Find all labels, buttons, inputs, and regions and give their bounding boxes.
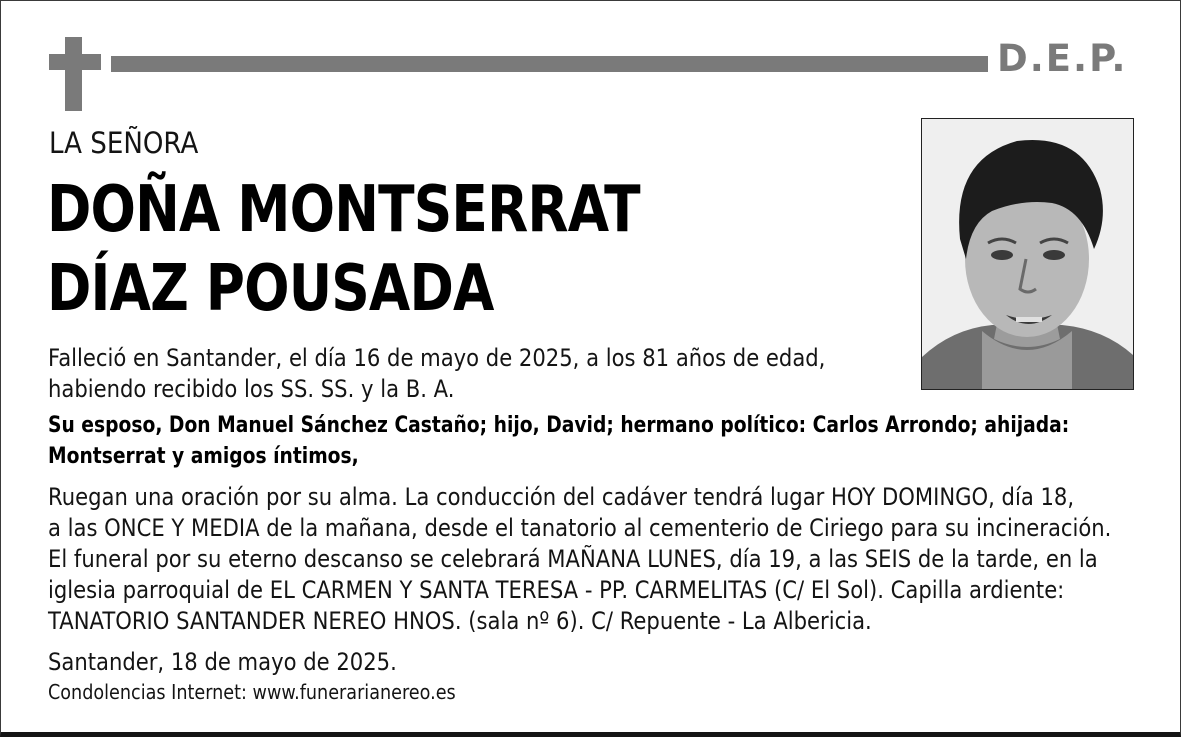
ceremony-line: Ruegan una oración por su alma. La conducción del cadáver tendrá lugar HOY DOMINGO, día 18, — [48, 483, 1075, 511]
family-notice-line: Su esposo, Don Manuel Sánchez Castaño; hijo, David; hermano político: Carlos Arrondo; ahijada: — [48, 413, 1070, 438]
family-notice — [48, 410, 1069, 472]
ceremony-line: El funeral por su eterno descanso se celebrará MAÑANA LUNES, día 19, a las SEIS de la tarde, en la — [48, 545, 1098, 573]
portrait-illustration — [922, 119, 1133, 389]
deceased-name-line1: DOÑA MONTSERRAT — [47, 173, 640, 247]
death-notice — [48, 343, 825, 405]
deceased-name-line2: DÍAZ POUSADA — [47, 252, 494, 326]
death-notice-line: habiendo recibido los SS. SS. y la B. A. — [48, 375, 455, 403]
family-notice-line: Montserrat y amigos íntimos, — [48, 444, 359, 469]
deceased-prefix: LA SEÑORA — [49, 126, 199, 160]
death-notice-line: Falleció en Santander, el día 16 de mayo de 2025, a los 81 años de edad, — [48, 344, 826, 372]
ceremony-line: a las ONCE Y MEDIA de la mañana, desde el tanatorio al cementerio de Ciriego para su incineración. — [48, 514, 1112, 542]
place-date: Santander, 18 de mayo de 2025. — [48, 648, 397, 676]
ceremony-line: TANATORIO SANTANDER NEREO HNOS. (sala nº 6). C/ Repuente - La Albericia. — [48, 607, 872, 635]
dep-label: D.E.P. — [997, 37, 1128, 80]
portrait-photo — [921, 118, 1134, 390]
ceremony-line: iglesia parroquial de EL CARMEN Y SANTA TERESA - PP. CARMELITAS (C/ El Sol). Capilla ardiente: — [48, 576, 1065, 604]
header-rule — [111, 56, 988, 72]
deceased-name — [47, 171, 640, 329]
condolences-text: Condolencias Internet: www.funerarianereo.es — [48, 680, 456, 704]
cross-icon — [49, 37, 101, 111]
ceremony-notice — [48, 482, 1111, 637]
